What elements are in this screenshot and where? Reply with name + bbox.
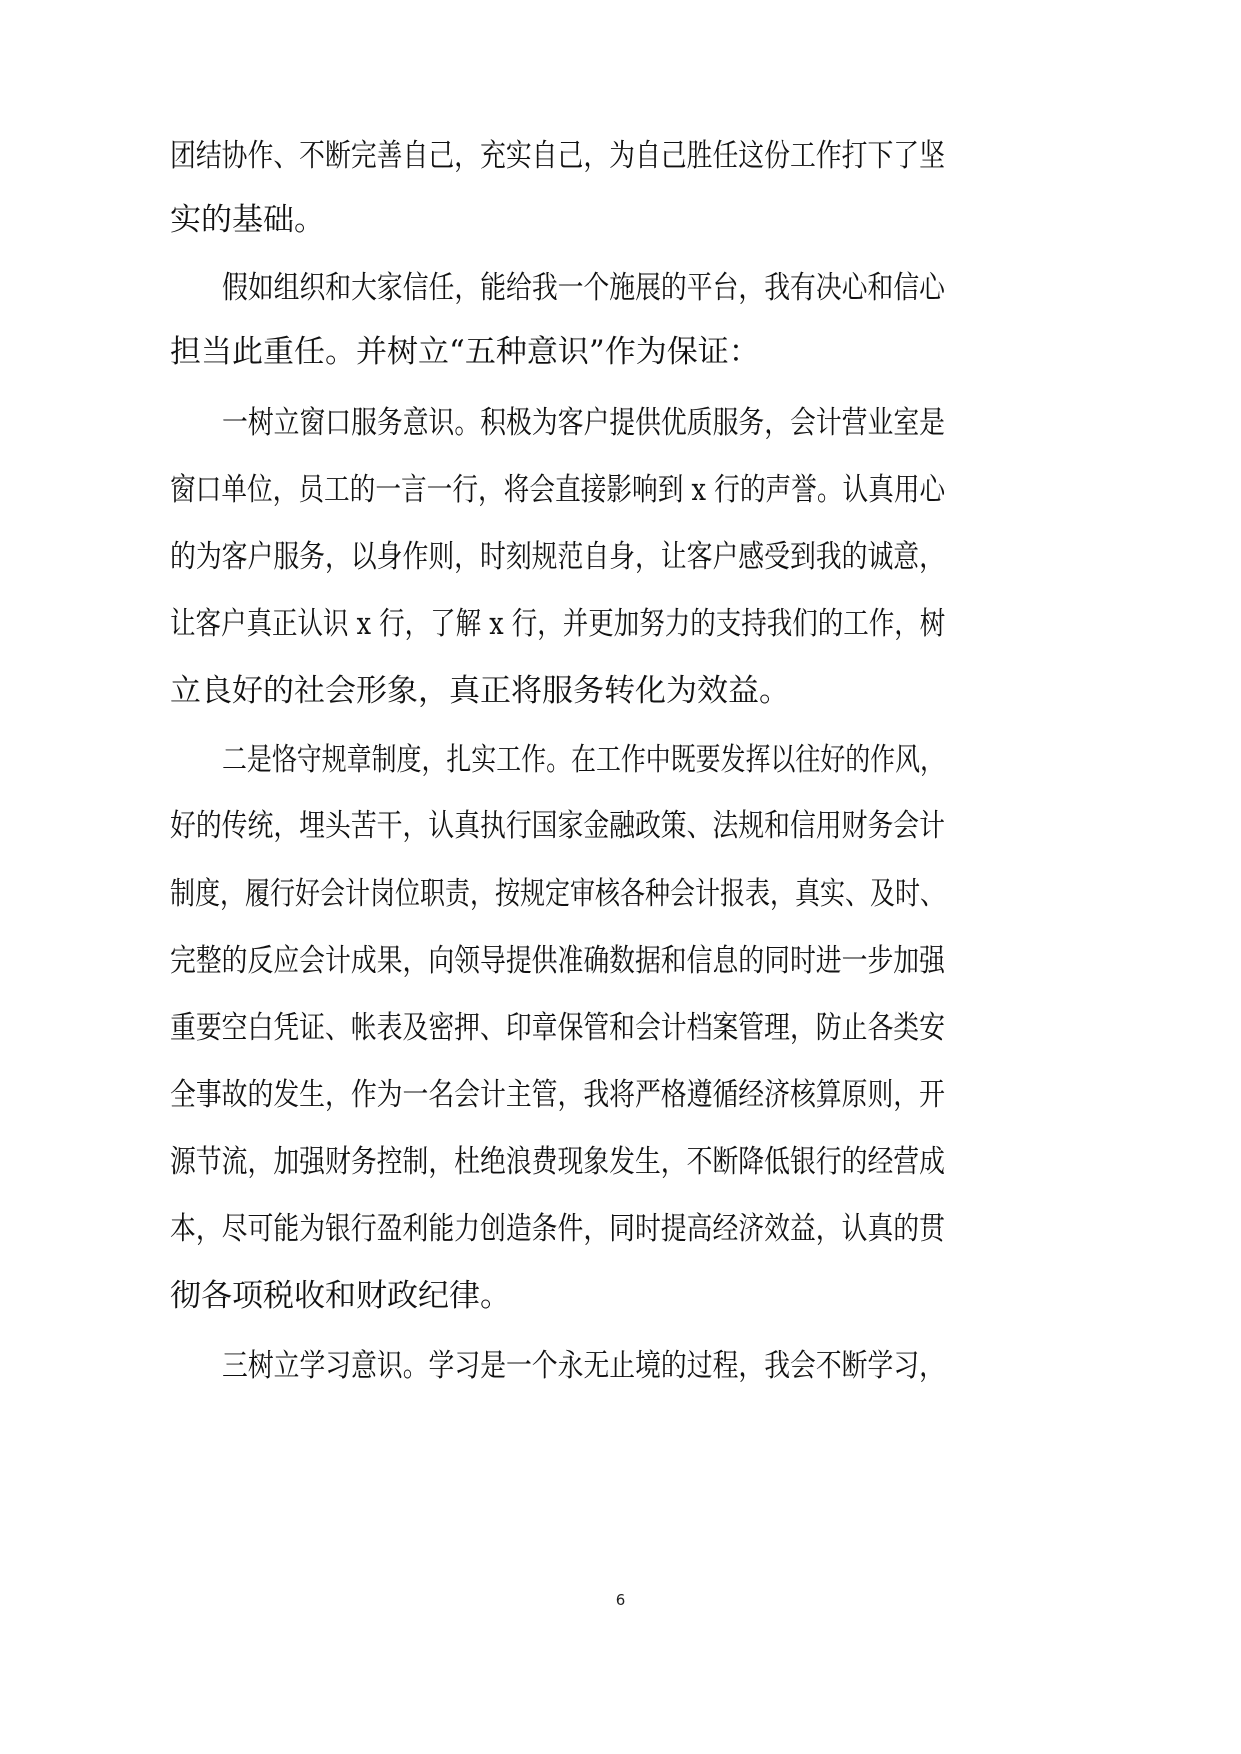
line-text: 窗口单位，员工的一言一行，将会直接影响到 x 行的声誉。认真用心 — [170, 472, 946, 508]
line-text: 立良好的社会形象，真正将服务转化为效益。 — [170, 673, 790, 709]
line-text: 一树立窗口服务意识。积极为客户提供优质服务，会计营业室是 — [222, 405, 945, 441]
text-line — [0, 1266, 1241, 1326]
text-line — [0, 527, 1241, 587]
line-text: 三树立学习意识。学习是一个永无止境的过程，我会不断学习， — [222, 1348, 945, 1384]
text-line — [0, 796, 1241, 856]
line-text: 制度，履行好会计岗位职责，按规定审核各种会计报表，真实、及时、 — [170, 876, 946, 912]
line-text: 彻各项税收和财政纪律。 — [170, 1278, 511, 1314]
line-text: 完整的反应会计成果，向领导提供准确数据和信息的同时进一步加强 — [170, 943, 945, 979]
line-text: 的为客户服务，以身作则，时刻规范自身，让客户感受到我的诚意， — [170, 539, 945, 575]
text-line — [0, 126, 1241, 186]
text-line — [0, 190, 1241, 250]
line-text: 团结协作、不断完善自己，充实自己，为自己胜任这份工作打下了坚 — [170, 138, 945, 174]
line-text: 重要空白凭证、帐表及密押、印章保管和会计档案管理，防止各类安 — [170, 1010, 945, 1046]
line-text: 二是恪守规章制度，扎实工作。在工作中既要发挥以往好的作风， — [222, 742, 945, 778]
text-line — [0, 1065, 1241, 1125]
text-line — [0, 594, 1241, 654]
text-line — [0, 864, 1241, 924]
text-line — [0, 1199, 1241, 1259]
page-number: 6 — [615, 1591, 626, 1609]
text-line — [0, 931, 1241, 991]
line-text: 源节流，加强财务控制，杜绝浪费现象发生，不断降低银行的经营成 — [170, 1144, 945, 1180]
line-text: 好的传统，埋头苦干，认真执行国家金融政策、法规和信用财务会计 — [170, 808, 945, 844]
text-line — [0, 460, 1241, 520]
text-line — [0, 661, 1241, 721]
text-line — [0, 322, 1241, 382]
text-line — [0, 730, 1241, 790]
line-text: 实的基础。 — [170, 202, 325, 238]
text-line — [0, 1132, 1241, 1192]
text-line — [0, 1336, 1241, 1396]
text-line — [0, 998, 1241, 1058]
line-text: 担当此重任。并树立“五种意识”作为保证： — [170, 334, 760, 370]
line-text: 全事故的发生，作为一名会计主管，我将严格遵循经济核算原则，开 — [170, 1077, 945, 1113]
line-text: 让客户真正认识 x 行，了解 x 行，并更加努力的支持我们的工作，树 — [170, 606, 946, 642]
line-text: 假如组织和大家信任，能给我一个施展的平台，我有决心和信心 — [222, 270, 945, 306]
text-line — [0, 258, 1241, 318]
text-line — [0, 393, 1241, 453]
line-text: 本，尽可能为银行盈利能力创造条件，同时提高经济效益，认真的贯 — [170, 1211, 945, 1247]
